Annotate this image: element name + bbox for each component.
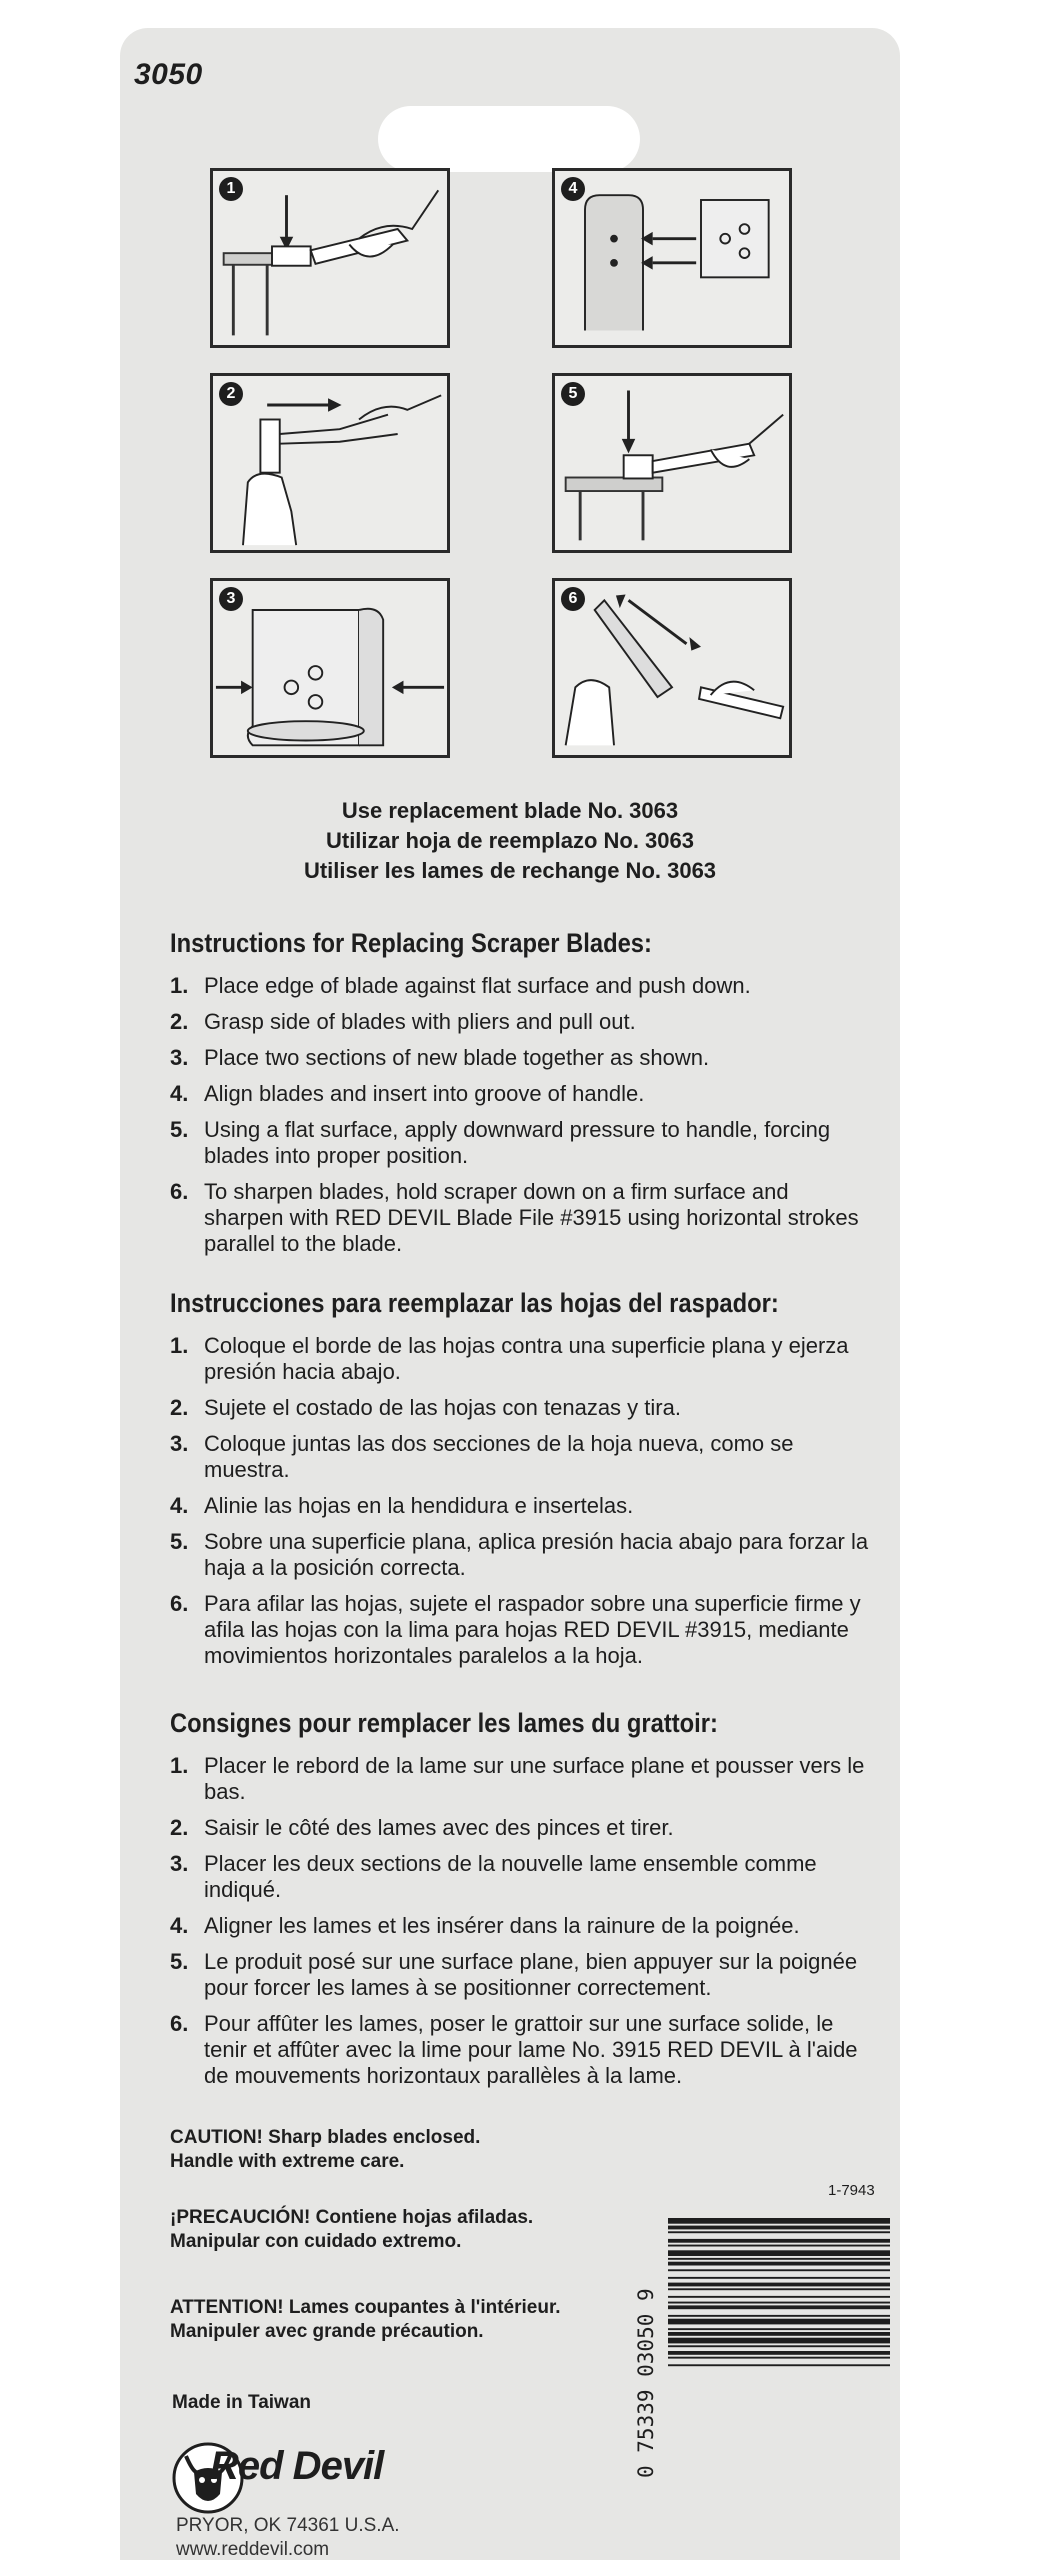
step-5-illustration <box>552 373 792 553</box>
item-text: To sharpen blades, hold scraper down on a firm surface and sharpen with RED DEVIL Blade File #3915 using horizontal strokes parallel to the blade. <box>204 1179 859 1256</box>
scraper-push-down-illustration <box>213 171 447 345</box>
barcode-bar <box>668 2245 890 2247</box>
item-text: Aligner les lames et les insérer dans la rainure de la poignée. <box>204 1913 800 1938</box>
barcode-bar <box>668 2226 890 2230</box>
item-text: Place edge of blade against flat surface and push down. <box>204 973 751 998</box>
barcode-bar <box>668 2305 890 2309</box>
barcode-bar <box>668 2296 890 2298</box>
barcode-bar <box>668 2351 890 2355</box>
item-number: 2. <box>170 1815 189 1840</box>
list-item <box>170 1081 870 1107</box>
instructions-french <box>170 1708 870 2099</box>
barcode <box>668 2218 890 2478</box>
caution-spanish <box>170 2206 533 2254</box>
item-text: Grasp side of blades with pliers and pull out. <box>204 1009 636 1034</box>
barcode-bar <box>668 2357 890 2359</box>
item-number: 6. <box>170 1591 189 1616</box>
list-item <box>170 2011 870 2089</box>
blade-sections-together-illustration <box>213 581 447 755</box>
item-text: Placer le rebord de la lame sur une surface plane et pousser vers le bas. <box>204 1753 865 1804</box>
caution-line: ATTENTION! Lames coupantes à l'intérieur. <box>170 2297 561 2318</box>
step-1-illustration <box>210 168 450 348</box>
instructions-spanish <box>170 1288 870 1679</box>
caution-line: Manipuler avec grande précaution. <box>170 2321 484 2342</box>
item-number: 3. <box>170 1431 189 1456</box>
replacement-blade-en: Use replacement blade No. 3063 <box>341 798 679 823</box>
list-item <box>170 1913 870 1939</box>
caution-line: ¡PRECAUCIÓN! Contiene hojas afiladas. <box>170 2207 534 2228</box>
list-item <box>170 1753 870 1805</box>
item-text: Sujete el costado de las hojas con tenazas y tira. <box>204 1395 681 1420</box>
caution-french <box>170 2296 561 2344</box>
model-number: 3050 <box>134 58 203 91</box>
step-4-badge: 4 <box>561 177 585 201</box>
item-text: Pour affûter les lames, poser le grattoir sur une surface solide, le tenir et affûter avec la lime pour lame No. 3915 RED DEVIL à l'aide de mouvements horizontaux parallèles à la lame. <box>204 2011 858 2088</box>
item-number: 4. <box>170 1493 189 1518</box>
item-number: 4. <box>170 1913 189 1938</box>
brand-name: Red Devil <box>210 2444 384 2488</box>
package-card <box>120 28 900 2560</box>
item-text: Alinie las hojas en la hendidura e insertelas. <box>204 1493 634 1518</box>
barcode-bar <box>668 2258 890 2260</box>
item-number: 3. <box>170 1851 189 1876</box>
section-title: Consignes pour remplacer les lames du grattoir: <box>170 1708 718 1738</box>
list-item <box>170 1591 870 1669</box>
item-number: 2. <box>170 1009 189 1034</box>
item-text: Placer les deux sections de la nouvelle lame ensemble comme indiqué. <box>204 1851 817 1902</box>
barcode-bar <box>668 2277 890 2279</box>
step-4-illustration <box>552 168 792 348</box>
barcode-bar <box>668 2288 890 2290</box>
list-item <box>170 1009 870 1035</box>
list-item <box>170 1045 870 1071</box>
list-item <box>170 1179 870 1257</box>
list-item <box>170 1117 870 1169</box>
list-item <box>170 1493 870 1519</box>
item-number: 5. <box>170 1117 189 1142</box>
replacement-blade-fr: Utiliser les lames de rechange No. 3063 <box>303 858 717 883</box>
step-2-illustration <box>210 373 450 553</box>
caution-english <box>170 2126 480 2174</box>
item-text: Place two sections of new blade together as shown. <box>204 1045 710 1070</box>
barcode-bars <box>668 2218 890 2366</box>
item-number: 6. <box>170 2011 189 2036</box>
item-text: Para afilar las hojas, sujete el raspador sobre una superficie firme y afila las hojas con la lima para hojas RED DEVIL #3915, mediante movimientos horizontales paralelos a la hoja. <box>204 1591 861 1668</box>
step-2-badge: 2 <box>219 382 243 406</box>
replacement-blade-es: Utilizar hoja de reemplazo No. 3063 <box>325 828 694 853</box>
blade-sharpen-illustration <box>555 581 789 755</box>
item-text: Coloque el borde de las hojas contra una superficie plana y ejerza presión hacia abajo. <box>204 1333 849 1384</box>
list-item <box>170 1949 870 2001</box>
list-item <box>170 973 870 999</box>
caution-line: CAUTION! Sharp blades enclosed. <box>170 2127 481 2148</box>
barcode-bar <box>668 2239 890 2243</box>
barcode-bar <box>668 2332 890 2336</box>
barcode-bar <box>668 2283 890 2287</box>
step-1-badge: 1 <box>219 177 243 201</box>
caution-line: Handle with extreme care. <box>170 2151 405 2172</box>
barcode-bar <box>668 2319 890 2325</box>
item-text: Coloque juntas las dos secciones de la hoja nueva, como se muestra. <box>204 1431 794 1482</box>
step-3-illustration <box>210 578 450 758</box>
product-code: 1-7943 <box>828 2182 875 2199</box>
barcode-bar <box>668 2345 890 2347</box>
barcode-bar <box>668 2338 890 2344</box>
item-number: 5. <box>170 1949 189 1974</box>
item-text: Using a flat surface, apply downward pressure to handle, forcing blades into proper position. <box>204 1117 831 1168</box>
barcode-bar <box>668 2262 890 2266</box>
item-number: 1. <box>170 973 189 998</box>
step-3-badge: 3 <box>219 587 243 611</box>
step-5-badge: 5 <box>561 382 585 406</box>
barcode-digits: 0 75339 03050 9 <box>634 2288 658 2478</box>
address: PRYOR, OK 74361 U.S.A. <box>176 2515 400 2536</box>
step-6-badge: 6 <box>561 587 585 611</box>
list-item <box>170 1333 870 1385</box>
instructions-english <box>170 928 870 1267</box>
barcode-bar <box>668 2302 890 2304</box>
list-item <box>170 1431 870 1483</box>
item-number: 4. <box>170 1081 189 1106</box>
item-number: 5. <box>170 1529 189 1554</box>
item-number: 2. <box>170 1395 189 1420</box>
list-item <box>170 1395 870 1421</box>
barcode-bar <box>668 2231 890 2233</box>
item-number: 3. <box>170 1045 189 1070</box>
item-number: 6. <box>170 1179 189 1204</box>
section-title: Instructions for Replacing Scraper Blades: <box>170 928 652 958</box>
barcode-bar <box>668 2269 890 2271</box>
pliers-pull-out-illustration <box>213 376 447 550</box>
barcode-bar <box>668 2328 890 2330</box>
scraper-press-illustration <box>555 376 789 550</box>
barcode-bar <box>668 2218 890 2224</box>
address-block <box>176 2514 400 2560</box>
website: www.reddevil.com <box>176 2539 330 2560</box>
section-title: Instrucciones para reemplazar las hojas del raspador: <box>170 1288 779 1318</box>
barcode-bar <box>668 2364 890 2366</box>
step-6-illustration <box>552 578 792 758</box>
item-text: Saisir le côté des lames avec des pinces et tirer. <box>204 1815 674 1840</box>
replacement-blade-note <box>120 796 900 886</box>
hang-hole <box>378 106 640 172</box>
made-in: Made in Taiwan <box>172 2392 312 2413</box>
list-item <box>170 1529 870 1581</box>
item-text: Sobre una superficie plana, aplica presión hacia abajo para forzar la haja a la posición correcta. <box>204 1529 869 1580</box>
barcode-bar <box>668 2315 890 2317</box>
item-number: 1. <box>170 1753 189 1778</box>
caution-line: Manipular con cuidado extremo. <box>170 2231 462 2252</box>
list-item <box>170 1851 870 1903</box>
item-text: Le produit posé sur une surface plane, bien appuyer sur la poignée pour forcer les lames à se positionner correctement. <box>204 1949 858 2000</box>
item-text: Align blades and insert into groove of handle. <box>204 1081 645 1106</box>
barcode-bar <box>668 2250 890 2256</box>
list-item <box>170 1815 870 1841</box>
item-number: 1. <box>170 1333 189 1358</box>
blade-insert-illustration <box>555 171 789 345</box>
